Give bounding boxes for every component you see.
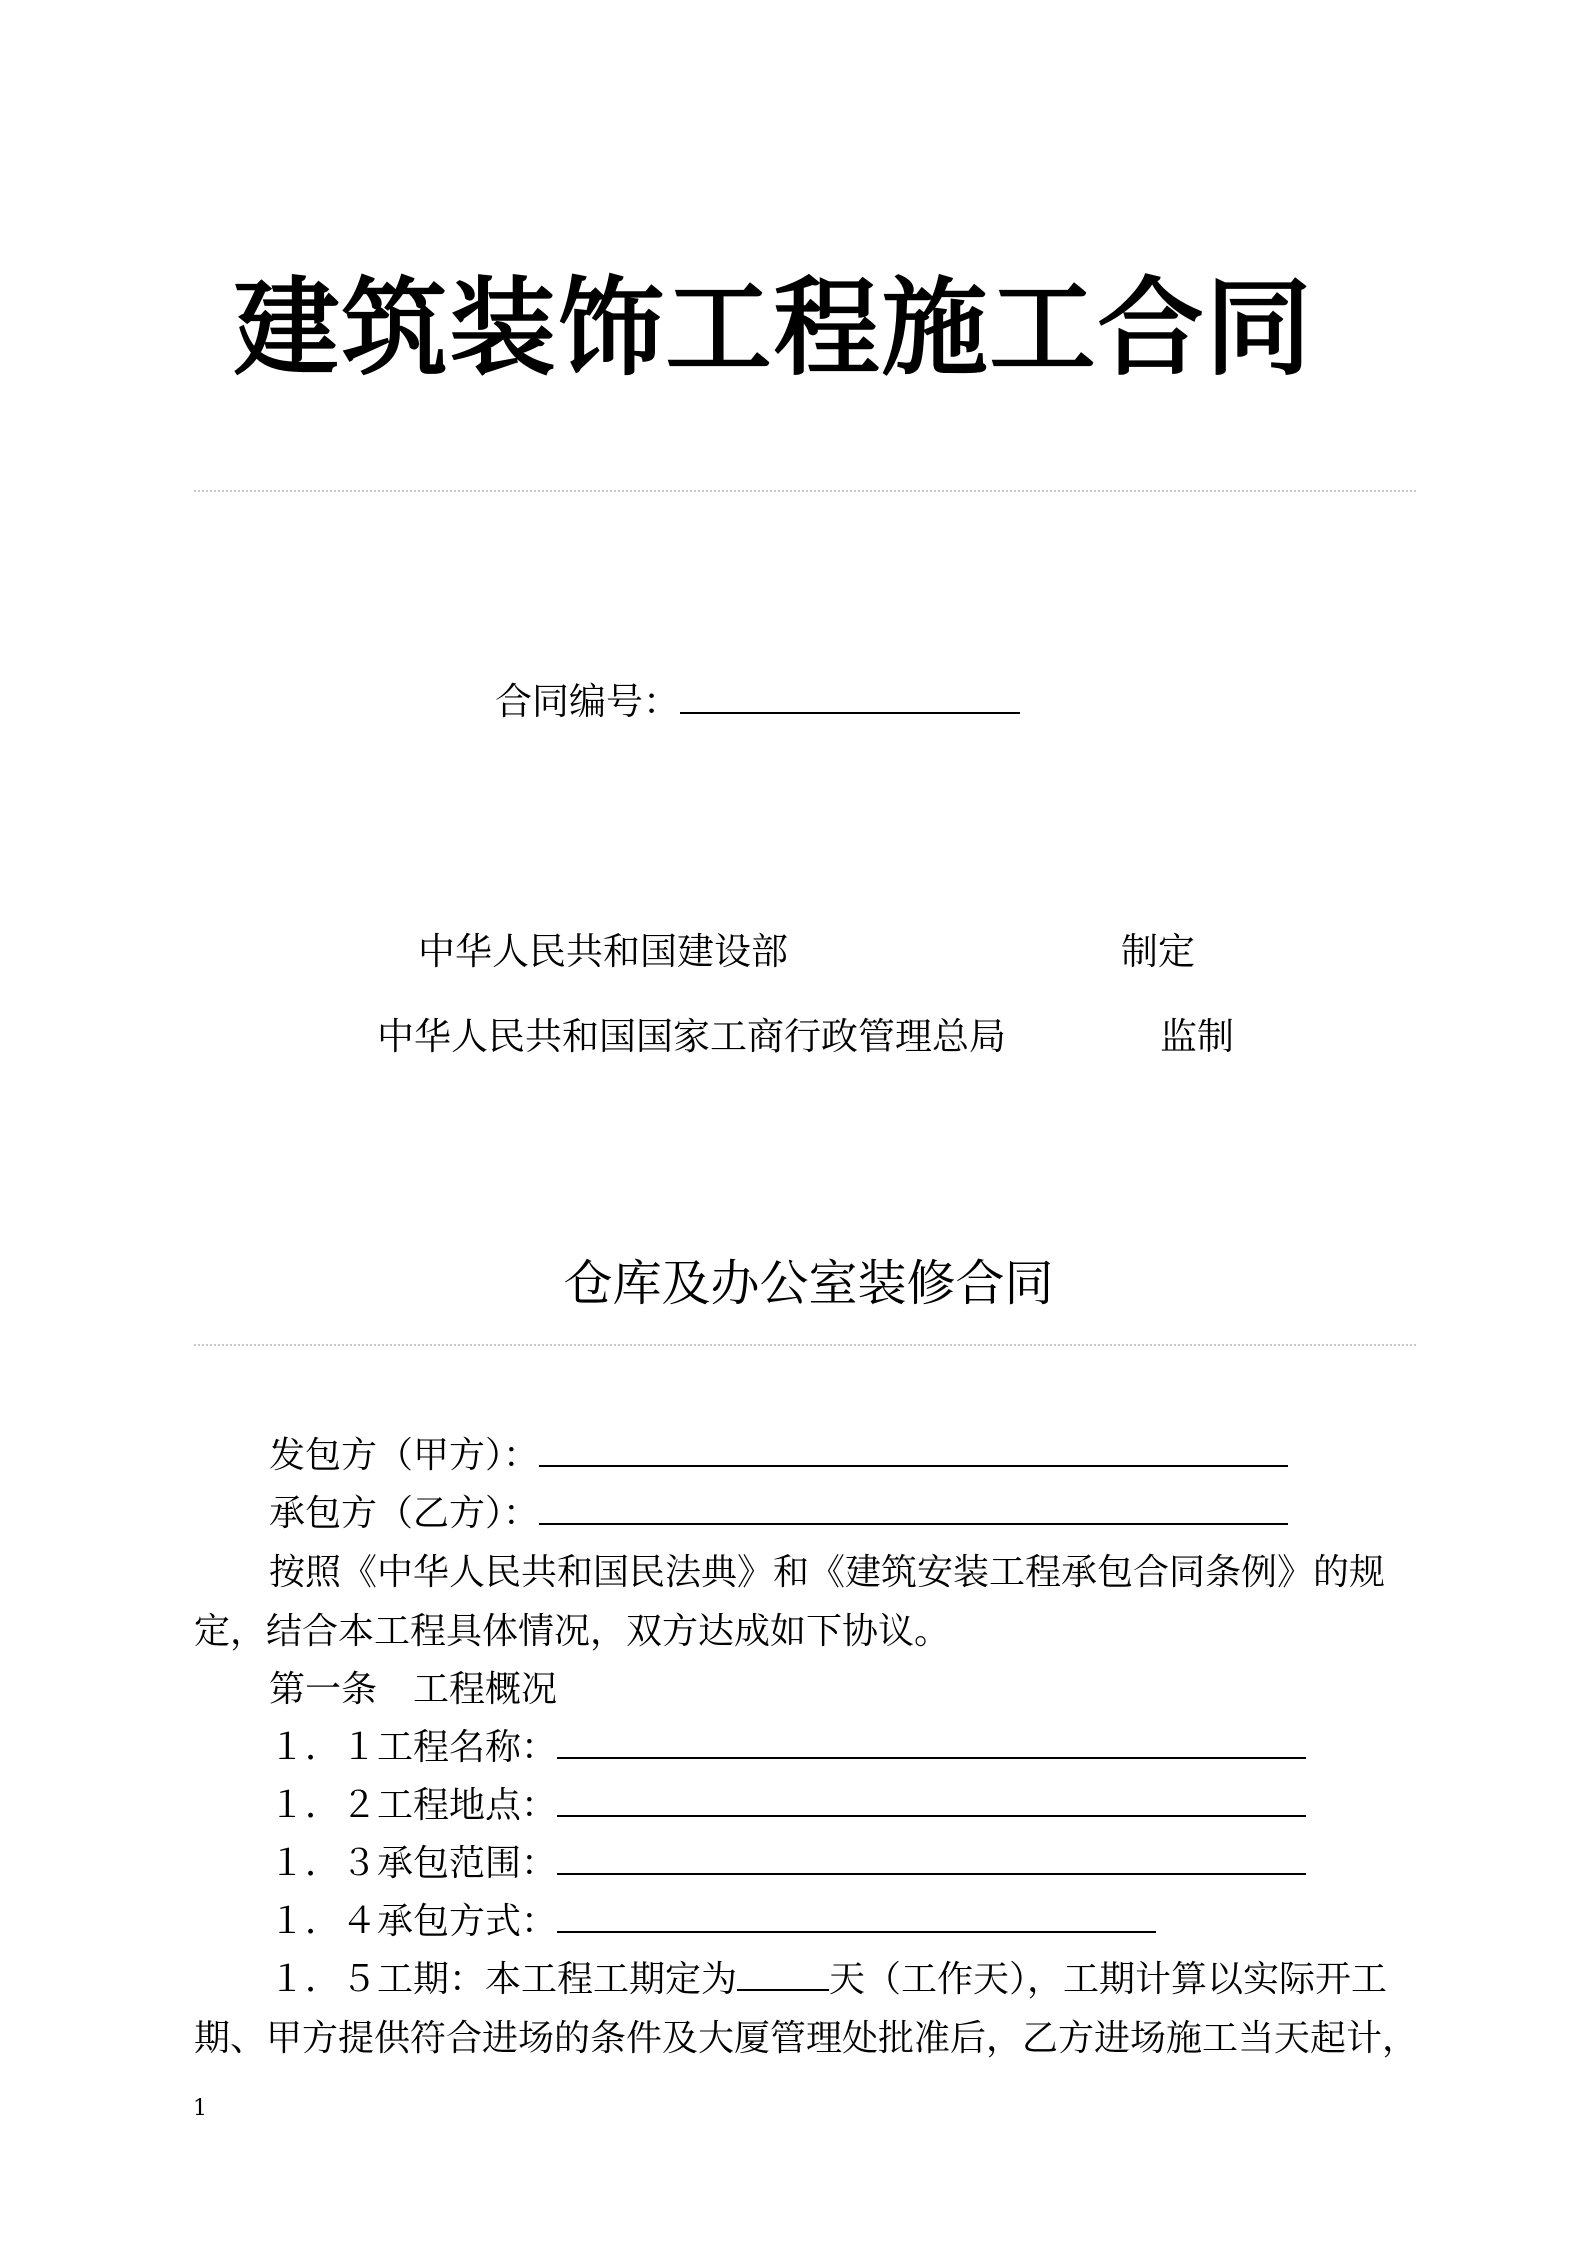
project-location-blank[interactable] (557, 1815, 1306, 1817)
issuer-role-2: 监制 (1160, 1015, 1234, 1058)
issuer-org-2: 中华人民共和国国家工商行政管理总局 (377, 1015, 1006, 1058)
project-name-blank[interactable] (557, 1757, 1306, 1759)
party-a-field (269, 1432, 1288, 1480)
item-1-1-label: １．１工程名称： (269, 1727, 558, 1768)
scope-blank[interactable] (557, 1873, 1306, 1875)
contract-number-field (495, 678, 1020, 726)
item-1-3 (269, 1840, 1306, 1888)
item-1-2 (269, 1782, 1306, 1830)
contract-number-label: 合同编号： (495, 680, 680, 723)
item-1-5-suffix: 天（工作天），工期计算以实际开工 (829, 1959, 1388, 2000)
item-1-1 (269, 1724, 1306, 1772)
issuer-org-1: 中华人民共和国建设部 (418, 930, 788, 973)
title-divider (194, 490, 1416, 492)
contract-subtitle: 仓库及办公室装修合同 (563, 1255, 1054, 1312)
page-number: 1 (193, 2096, 207, 2121)
item-1-4-label: １．４承包方式： (269, 1901, 558, 1942)
document-title: 建筑装饰工程施工合同 (233, 265, 1314, 390)
contract-number-blank[interactable] (680, 712, 1020, 714)
contract-method-blank[interactable] (557, 1931, 1156, 1933)
article-1-heading: 第一条 工程概况 (269, 1669, 558, 1710)
party-b-label: 承包方（乙方）： (269, 1493, 540, 1534)
item-1-3-label: １．３承包范围： (269, 1843, 558, 1884)
party-b-field (269, 1490, 1288, 1538)
item-1-4 (269, 1898, 1156, 1946)
issuer-role-1: 制定 (1121, 930, 1195, 973)
item-1-5-line-2: 期、甲方提供符合进场的条件及大厦管理处批准后，乙方进场施工当天起计， (194, 2018, 1419, 2059)
intro-line-2: 定，结合本工程具体情况，双方达成如下协议。 (194, 1611, 951, 1652)
party-b-blank[interactable] (539, 1523, 1288, 1525)
item-1-5 (269, 1956, 1387, 2004)
duration-days-blank[interactable] (737, 1989, 829, 1991)
subtitle-divider (194, 1344, 1416, 1346)
party-a-label: 发包方（甲方）： (269, 1435, 540, 1476)
party-a-blank[interactable] (539, 1465, 1288, 1467)
intro-line-1: 按照《中华人民共和国民法典》和《建筑安装工程承包合同条例》的规 (269, 1552, 1386, 1593)
item-1-5-prefix: １．５工期：本工程工期定为 (269, 1959, 738, 2000)
item-1-2-label: １．２工程地点： (269, 1785, 558, 1826)
